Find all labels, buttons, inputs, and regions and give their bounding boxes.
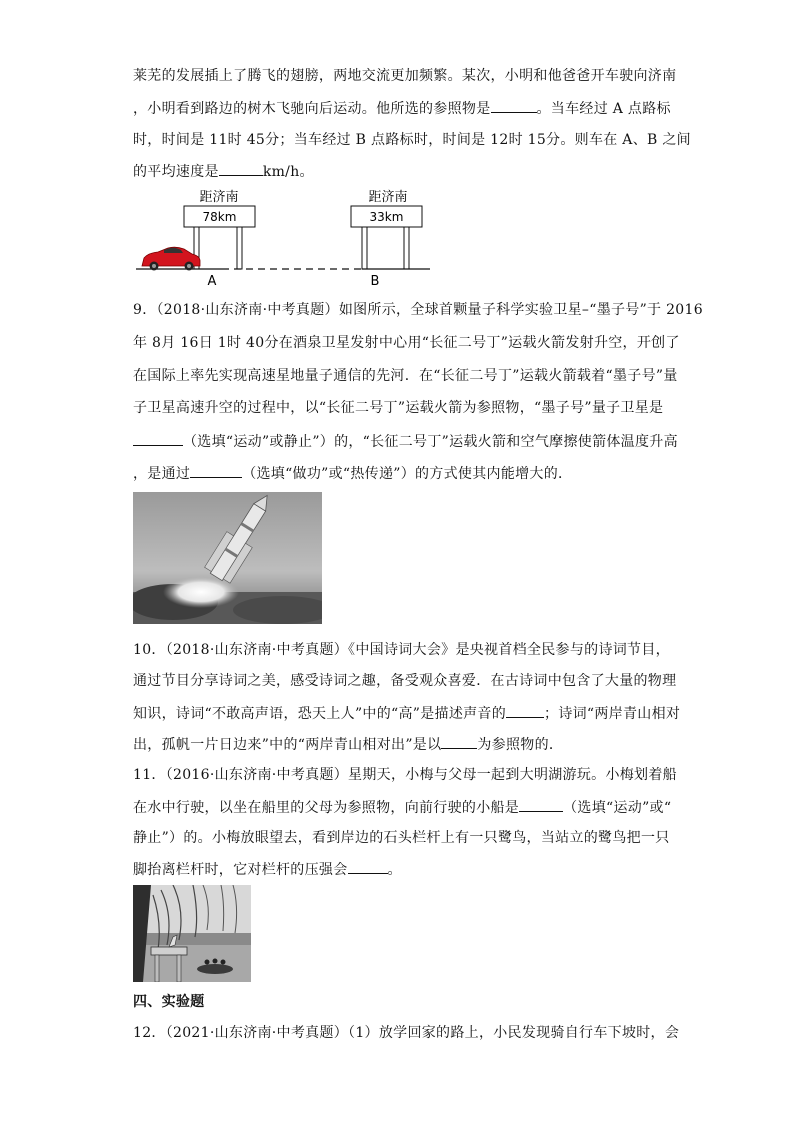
- q8-text: ，小明看到路边的树木飞驰向后运动。他所选的参照物是: [133, 101, 491, 117]
- q9-line-2: 年 8月 16日 1时 40分在酒泉卫星发射中心用“长征二号丁”运载火箭发射升空，开创了: [133, 335, 680, 351]
- answer-blank: [133, 431, 183, 446]
- q10-line-4: [133, 734, 563, 755]
- sign-a-post-right: [237, 227, 242, 269]
- sign-a-distance: 78km: [202, 210, 237, 224]
- section-heading: 四、实验题: [133, 994, 205, 1010]
- rocket-launch-photo: [133, 492, 322, 624]
- q8-line-4: [133, 161, 314, 182]
- q10-text: 知识，诗词“不敢高声语，恐天上人”中的“高”是描述声音的: [133, 706, 507, 722]
- lake-boat-photo: [133, 885, 251, 982]
- point-a-label: A: [207, 274, 217, 288]
- q9-text: （选填“做功”或“热传递”）的方式使其内能增大的．: [242, 466, 573, 482]
- sign-b-post-right: [404, 227, 409, 269]
- q11-line-4: [133, 859, 402, 880]
- q8-text: 。当车经过 A 点路标: [536, 101, 671, 117]
- q11-line-2: [133, 797, 671, 818]
- q8-line-2: [133, 98, 671, 119]
- sign-b-distance: 33km: [369, 210, 404, 224]
- q9-line-1: 9．（2018·山东济南·中考真题）如图所示，全球首颗量子科学实验卫星–“墨子号”于 2016: [133, 302, 703, 318]
- q12-line-1: 12．（2021·山东济南·中考真题）（1）放学回家的路上，小民发现骑自行车下坡时，会: [133, 1025, 680, 1041]
- answer-blank: [219, 161, 263, 176]
- q10-text: ；诗词“两岸青山相对: [544, 706, 681, 722]
- answer-blank: [348, 859, 388, 874]
- answer-blank: [491, 98, 537, 113]
- q11-text: （选填“运动”或“: [563, 800, 672, 816]
- road-sign-figure: [134, 186, 434, 288]
- q9-line-4: 子卫星高速升空的过程中，以“长征二号丁”运载火箭为参照物，“墨子号”量子卫星是: [133, 400, 664, 416]
- q9-line-5: [133, 431, 678, 452]
- q8-line-1: 莱芜的发展插上了腾飞的翅膀，两地交流更加频繁。某次，小明和他爸爸开车驶向济南: [133, 68, 677, 84]
- q11-text: 脚抬离栏杆时，它对栏杆的压强会: [133, 862, 348, 878]
- q11-text: 。: [387, 862, 402, 878]
- answer-blank: [441, 734, 477, 749]
- sign-b-title: 距济南: [368, 190, 408, 205]
- red-car-icon: [142, 247, 200, 270]
- q8-line-3: 时，时间是 11时 45分；当车经过 B 点路标时，时间是 12时 15分。则车在 A、B 之间: [133, 132, 691, 148]
- point-b-label: B: [370, 274, 380, 288]
- q10-line-2: 通过节目分享诗词之美，感受诗词之趣，备受观众喜爱．在古诗词中包含了大量的物理: [133, 673, 677, 689]
- sign-a-title: 距济南: [199, 190, 239, 205]
- q10-text: 出，孤帆一片日边来”中的“两岸青山相对出”是以: [133, 737, 442, 753]
- q11-line-3: 静止”）的。小梅放眼望去，看到岸边的石头栏杆上有一只鹭鸟，当站立的鹭鸟把一只: [133, 830, 670, 846]
- answer-blank: [190, 463, 242, 478]
- q11-line-1: 11．（2016·山东济南·中考真题）星期天，小梅与父母一起到大明湖游玩。小梅划着船: [133, 767, 677, 783]
- answer-blank: [519, 797, 563, 812]
- q8-text: km/h。: [262, 164, 314, 180]
- q10-line-1: 10．（2018·山东济南·中考真题）《中国诗词大会》是央视首档全民参与的诗词节目，: [133, 642, 670, 658]
- q10-line-3: [133, 703, 680, 724]
- answer-blank: [506, 703, 544, 718]
- q9-line-3: 在国际上率先实现高速星地量子通信的先河．在“长征二号丁”运载火箭载着“墨子号”量: [133, 368, 678, 384]
- q11-text: 在水中行驶，以坐在船里的父母为参照物，向前行驶的小船是: [133, 800, 520, 816]
- sign-b-post-left: [362, 227, 367, 269]
- q9-text: （选填“运动”或静止”）的，“长征二号丁”运载火箭和空气摩擦使箭体温度升高: [183, 434, 678, 450]
- q9-line-6: [133, 463, 572, 484]
- q9-text: ，是通过: [133, 466, 191, 482]
- q10-text: 为参照物的．: [477, 737, 564, 753]
- q8-text: 的平均速度是: [133, 164, 219, 180]
